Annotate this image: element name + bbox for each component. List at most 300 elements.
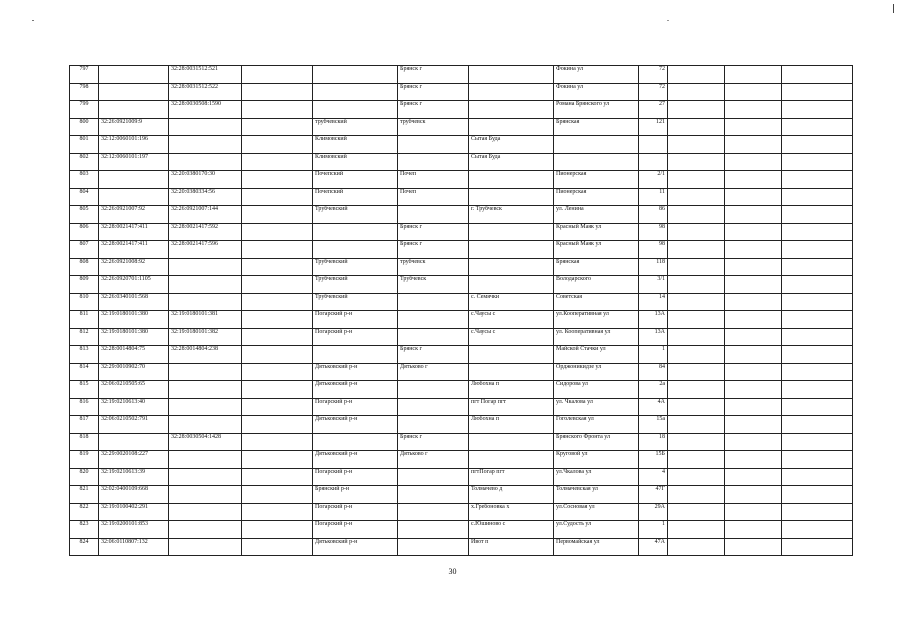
cell-city: [398, 486, 469, 504]
table-row: [70, 381, 853, 399]
page-edge-mark: [893, 4, 894, 13]
cell-extra-column-2: [725, 188, 782, 206]
cell-district: Трубчевский: [313, 276, 398, 294]
cell-street: ул.Кооперативная ул: [554, 311, 639, 329]
cell-extra-column-1: [668, 328, 725, 346]
cell-house-number: 15а: [639, 416, 668, 434]
cell-extra-column-3: [782, 346, 853, 364]
cell-extra-column-1: [668, 223, 725, 241]
cell-cadastral-number-land: 32:28:0014804:75: [99, 346, 169, 364]
cell-extra-column-2: [725, 311, 782, 329]
table-row: [70, 503, 853, 521]
table-row: [70, 416, 853, 434]
cell-empty-column: [242, 503, 313, 521]
cell-house-number: 11: [639, 188, 668, 206]
cell-street: ул.Сосновая ул: [554, 503, 639, 521]
cell-street: Володарского: [554, 276, 639, 294]
cell-district: Брянский р-н: [313, 486, 398, 504]
cell-settlement: с.Чаусы с: [469, 328, 554, 346]
cell-cadastral-number-land: 32:02:0400109:668: [99, 486, 169, 504]
cell-extra-column-2: [725, 398, 782, 416]
cell-row-number: 802: [70, 153, 99, 171]
cell-extra-column-3: [782, 206, 853, 224]
cell-district: Почепский: [313, 188, 398, 206]
cell-house-number: 118: [639, 258, 668, 276]
cell-row-number: 810: [70, 293, 99, 311]
cell-district: [313, 83, 398, 101]
cell-extra-column-2: [725, 451, 782, 469]
cell-empty-column: [242, 118, 313, 136]
cell-cadastral-number-land: 32:19:0210613:40: [99, 398, 169, 416]
cell-street: Первомайская ул: [554, 538, 639, 556]
cell-row-number: 797: [70, 66, 99, 84]
cell-house-number: 72: [639, 83, 668, 101]
cell-extra-column-3: [782, 223, 853, 241]
cell-settlement: [469, 66, 554, 84]
cell-street: Пионерская: [554, 171, 639, 189]
cell-street: Красный Маяк ул: [554, 223, 639, 241]
cell-cadastral-number-land: 32:19:0180101:380: [99, 328, 169, 346]
cell-cadastral-number-building: [169, 153, 242, 171]
cell-cadastral-number-land: 32:26:0921007:92: [99, 206, 169, 224]
table-row: [70, 398, 853, 416]
table-row: [70, 521, 853, 539]
cell-extra-column-3: [782, 538, 853, 556]
cell-settlement: Ивот п: [469, 538, 554, 556]
cell-extra-column-1: [668, 206, 725, 224]
table-row: [70, 66, 853, 84]
cell-settlement: Любохна п: [469, 416, 554, 434]
cell-extra-column-3: [782, 328, 853, 346]
cell-row-number: 822: [70, 503, 99, 521]
cell-settlement: [469, 118, 554, 136]
cell-cadastral-number-building: 32:20:0380334:56: [169, 188, 242, 206]
cell-extra-column-1: [668, 276, 725, 294]
cell-extra-column-3: [782, 66, 853, 84]
cell-house-number: 13А: [639, 328, 668, 346]
cell-cadastral-number-building: [169, 118, 242, 136]
cell-extra-column-1: [668, 398, 725, 416]
cell-district: Трубчевский: [313, 206, 398, 224]
cell-cadastral-number-land: [99, 171, 169, 189]
cell-cadastral-number-land: 32:06:0210502:791: [99, 416, 169, 434]
cell-empty-column: [242, 433, 313, 451]
cell-cadastral-number-land: 32:12:0060101:196: [99, 136, 169, 154]
cell-city: трубчевск: [398, 118, 469, 136]
cell-district: Погарский р-н: [313, 328, 398, 346]
cell-cadastral-number-land: 32:28:0021417:411: [99, 223, 169, 241]
table-row: [70, 206, 853, 224]
cell-empty-column: [242, 223, 313, 241]
cell-extra-column-3: [782, 503, 853, 521]
cell-row-number: 819: [70, 451, 99, 469]
cell-house-number: 14: [639, 293, 668, 311]
cell-cadastral-number-building: 32:19:0180101:381: [169, 311, 242, 329]
cell-street: Сидорова ул: [554, 381, 639, 399]
cell-extra-column-1: [668, 118, 725, 136]
cell-extra-column-3: [782, 363, 853, 381]
cell-street: Брянская: [554, 118, 639, 136]
cell-city: Брянск г: [398, 346, 469, 364]
cell-city: [398, 468, 469, 486]
cell-cadastral-number-building: [169, 486, 242, 504]
cell-street: ул. Чкалова ул: [554, 398, 639, 416]
cell-cadastral-number-land: [99, 83, 169, 101]
property-registry-table: [69, 65, 853, 556]
cell-cadastral-number-building: 32:28:0031512:522: [169, 83, 242, 101]
cell-city: Трубчевск: [398, 276, 469, 294]
cell-city: трубчевск: [398, 258, 469, 276]
cell-house-number: 1: [639, 346, 668, 364]
cell-extra-column-1: [668, 66, 725, 84]
table-row: [70, 188, 853, 206]
table-row: [70, 171, 853, 189]
cell-extra-column-1: [668, 258, 725, 276]
cell-extra-column-3: [782, 398, 853, 416]
cell-street: Майской Стачки ул: [554, 346, 639, 364]
cell-cadastral-number-building: [169, 416, 242, 434]
cell-extra-column-1: [668, 538, 725, 556]
cell-house-number: [639, 136, 668, 154]
cell-district: [313, 66, 398, 84]
cell-extra-column-3: [782, 433, 853, 451]
cell-city: [398, 503, 469, 521]
cell-row-number: 804: [70, 188, 99, 206]
cell-house-number: 4: [639, 468, 668, 486]
cell-extra-column-2: [725, 433, 782, 451]
cell-settlement: Сытая Буда: [469, 136, 554, 154]
cell-empty-column: [242, 66, 313, 84]
cell-empty-column: [242, 521, 313, 539]
cell-house-number: 47Г: [639, 486, 668, 504]
cell-city: Почеп: [398, 188, 469, 206]
cell-extra-column-3: [782, 276, 853, 294]
table-row: [70, 328, 853, 346]
cell-street: Орджоникидзе ул: [554, 363, 639, 381]
cell-extra-column-1: [668, 241, 725, 259]
cell-district: Дятьковский р-н: [313, 381, 398, 399]
cell-extra-column-1: [668, 363, 725, 381]
cell-extra-column-1: [668, 416, 725, 434]
cell-settlement: пгт Погар пгт: [469, 398, 554, 416]
cell-extra-column-2: [725, 136, 782, 154]
cell-extra-column-2: [725, 101, 782, 119]
cell-street: [554, 136, 639, 154]
cell-extra-column-1: [668, 468, 725, 486]
cell-empty-column: [242, 101, 313, 119]
cell-empty-column: [242, 153, 313, 171]
cell-house-number: 121: [639, 118, 668, 136]
cell-street: Фокина ул: [554, 83, 639, 101]
cell-district: Дятьковский р-н: [313, 538, 398, 556]
cell-extra-column-3: [782, 101, 853, 119]
cell-row-number: 815: [70, 381, 99, 399]
cell-row-number: 824: [70, 538, 99, 556]
cell-extra-column-3: [782, 381, 853, 399]
cell-house-number: 13А: [639, 311, 668, 329]
cell-extra-column-3: [782, 153, 853, 171]
cell-house-number: 15Б: [639, 451, 668, 469]
table-row: [70, 223, 853, 241]
cell-row-number: 814: [70, 363, 99, 381]
cell-street: ул.Судость ул: [554, 521, 639, 539]
cell-city: Брянск г: [398, 66, 469, 84]
cell-cadastral-number-building: 32:28:0030504:1428: [169, 433, 242, 451]
table-row: [70, 136, 853, 154]
cell-cadastral-number-building: 32:28:0030508:1590: [169, 101, 242, 119]
cell-extra-column-3: [782, 293, 853, 311]
table-row: [70, 538, 853, 556]
cell-extra-column-3: [782, 486, 853, 504]
table-row: [70, 451, 853, 469]
cell-city: [398, 293, 469, 311]
cell-city: [398, 416, 469, 434]
cell-settlement: [469, 451, 554, 469]
cell-settlement: пгтПогар пгт: [469, 468, 554, 486]
cell-district: Погарский р-н: [313, 311, 398, 329]
cell-district: Трубчевский: [313, 258, 398, 276]
cell-cadastral-number-land: 32:19:0210613:39: [99, 468, 169, 486]
cell-settlement: с.Юшиново с: [469, 521, 554, 539]
cell-settlement: [469, 433, 554, 451]
cell-extra-column-2: [725, 206, 782, 224]
cell-settlement: [469, 188, 554, 206]
cell-empty-column: [242, 258, 313, 276]
cell-settlement: с. Семячки: [469, 293, 554, 311]
cell-district: Почепский: [313, 171, 398, 189]
cell-city: [398, 521, 469, 539]
cell-street: [554, 153, 639, 171]
cell-cadastral-number-building: [169, 293, 242, 311]
cell-extra-column-3: [782, 136, 853, 154]
cell-district: Дятьковский р-н: [313, 363, 398, 381]
cell-cadastral-number-land: [99, 188, 169, 206]
cell-settlement: Толмачево д: [469, 486, 554, 504]
cell-settlement: Сытая Буда: [469, 153, 554, 171]
cell-city: Брянск г: [398, 223, 469, 241]
cell-extra-column-2: [725, 66, 782, 84]
cell-district: Климовский: [313, 153, 398, 171]
cell-cadastral-number-land: 32:19:0100402:291: [99, 503, 169, 521]
cell-empty-column: [242, 206, 313, 224]
cell-row-number: 811: [70, 311, 99, 329]
table-row: [70, 241, 853, 259]
cell-row-number: 813: [70, 346, 99, 364]
cell-city: Брянск г: [398, 433, 469, 451]
cell-cadastral-number-building: [169, 468, 242, 486]
cell-cadastral-number-building: [169, 381, 242, 399]
cell-street: Толмачевская ул: [554, 486, 639, 504]
cell-extra-column-1: [668, 486, 725, 504]
cell-cadastral-number-building: 32:28:0031512:521: [169, 66, 242, 84]
cell-city: [398, 206, 469, 224]
cell-house-number: 2/1: [639, 171, 668, 189]
table-row: [70, 468, 853, 486]
cell-row-number: 809: [70, 276, 99, 294]
cell-settlement: х.Гребоновка х: [469, 503, 554, 521]
cell-city: [398, 381, 469, 399]
table-row: [70, 276, 853, 294]
cell-cadastral-number-building: [169, 258, 242, 276]
cell-extra-column-3: [782, 188, 853, 206]
cell-cadastral-number-building: 32:19:0180101:382: [169, 328, 242, 346]
cell-street: ул. Ленина: [554, 206, 639, 224]
cell-row-number: 805: [70, 206, 99, 224]
cell-extra-column-1: [668, 153, 725, 171]
cell-city: Дятьково г: [398, 451, 469, 469]
cell-empty-column: [242, 363, 313, 381]
table-row: [70, 293, 853, 311]
cell-row-number: 798: [70, 83, 99, 101]
cell-extra-column-3: [782, 83, 853, 101]
cell-empty-column: [242, 486, 313, 504]
cell-cadastral-number-building: [169, 521, 242, 539]
cell-house-number: 84: [639, 363, 668, 381]
cell-city: Брянск г: [398, 101, 469, 119]
cell-row-number: 816: [70, 398, 99, 416]
cell-cadastral-number-building: [169, 451, 242, 469]
cell-district: [313, 241, 398, 259]
cell-cadastral-number-building: [169, 363, 242, 381]
cell-settlement: [469, 101, 554, 119]
cell-cadastral-number-land: 32:12:0060101:197: [99, 153, 169, 171]
cell-empty-column: [242, 416, 313, 434]
cell-cadastral-number-land: 32:26:0920701:1105: [99, 276, 169, 294]
scan-speck: [32, 20, 34, 21]
cell-extra-column-1: [668, 503, 725, 521]
cell-empty-column: [242, 468, 313, 486]
cell-row-number: 799: [70, 101, 99, 119]
cell-district: трубчевский: [313, 118, 398, 136]
cell-row-number: 801: [70, 136, 99, 154]
table-row: [70, 311, 853, 329]
cell-extra-column-3: [782, 416, 853, 434]
cell-row-number: 818: [70, 433, 99, 451]
cell-house-number: [639, 153, 668, 171]
table-row: [70, 258, 853, 276]
cell-cadastral-number-building: 32:28:0021417:596: [169, 241, 242, 259]
cell-cadastral-number-building: 32:26:0921007:144: [169, 206, 242, 224]
cell-row-number: 823: [70, 521, 99, 539]
cell-cadastral-number-land: 32:06:0110807:132: [99, 538, 169, 556]
cell-extra-column-2: [725, 363, 782, 381]
cell-extra-column-1: [668, 293, 725, 311]
table-row: [70, 83, 853, 101]
cell-empty-column: [242, 188, 313, 206]
cell-extra-column-1: [668, 311, 725, 329]
cell-empty-column: [242, 311, 313, 329]
cell-extra-column-1: [668, 381, 725, 399]
cell-extra-column-2: [725, 293, 782, 311]
cell-extra-column-2: [725, 416, 782, 434]
cell-house-number: 3/1: [639, 276, 668, 294]
cell-house-number: 47А: [639, 538, 668, 556]
cell-empty-column: [242, 276, 313, 294]
cell-cadastral-number-land: 32:19:0180101:380: [99, 311, 169, 329]
cell-extra-column-3: [782, 241, 853, 259]
cell-extra-column-3: [782, 171, 853, 189]
cell-extra-column-3: [782, 468, 853, 486]
cell-cadastral-number-land: 32:28:0021417:411: [99, 241, 169, 259]
cell-row-number: 812: [70, 328, 99, 346]
cell-district: Дятьковский р-н: [313, 416, 398, 434]
cell-house-number: 4А: [639, 398, 668, 416]
cell-extra-column-1: [668, 433, 725, 451]
cell-extra-column-2: [725, 503, 782, 521]
cell-house-number: 86: [639, 206, 668, 224]
cell-extra-column-2: [725, 381, 782, 399]
cell-street: Советская: [554, 293, 639, 311]
cell-city: [398, 328, 469, 346]
scan-speck: [667, 20, 669, 21]
cell-extra-column-1: [668, 188, 725, 206]
cell-extra-column-1: [668, 101, 725, 119]
cell-empty-column: [242, 398, 313, 416]
cell-cadastral-number-land: 32:26:0921009:9: [99, 118, 169, 136]
cell-house-number: 29А: [639, 503, 668, 521]
cell-street: Брянского Фронта ул: [554, 433, 639, 451]
cell-street: Круговой ул: [554, 451, 639, 469]
cell-row-number: 817: [70, 416, 99, 434]
cell-district: Климовский: [313, 136, 398, 154]
cell-extra-column-1: [668, 171, 725, 189]
cell-district: Дятьковский р-н: [313, 451, 398, 469]
cell-extra-column-2: [725, 118, 782, 136]
table-row: [70, 153, 853, 171]
cell-city: [398, 153, 469, 171]
cell-empty-column: [242, 451, 313, 469]
cell-extra-column-2: [725, 153, 782, 171]
cell-street: Красный Маяк ул: [554, 241, 639, 259]
cell-row-number: 806: [70, 223, 99, 241]
cell-extra-column-1: [668, 346, 725, 364]
cell-extra-column-2: [725, 223, 782, 241]
cell-city: [398, 311, 469, 329]
cell-extra-column-1: [668, 83, 725, 101]
cell-extra-column-2: [725, 171, 782, 189]
cell-street: Романа Брянского ул: [554, 101, 639, 119]
cell-city: Почеп: [398, 171, 469, 189]
cell-extra-column-3: [782, 311, 853, 329]
cell-cadastral-number-building: 32:20:0380170:30: [169, 171, 242, 189]
cell-house-number: 2а: [639, 381, 668, 399]
cell-district: Трубчевский: [313, 293, 398, 311]
cell-district: [313, 101, 398, 119]
cell-settlement: г. Трубчевск: [469, 206, 554, 224]
cell-city: [398, 398, 469, 416]
cell-street: Брянская: [554, 258, 639, 276]
cell-house-number: 18: [639, 433, 668, 451]
cell-extra-column-3: [782, 451, 853, 469]
cell-settlement: [469, 171, 554, 189]
cell-district: Погарский р-н: [313, 521, 398, 539]
cell-district: [313, 433, 398, 451]
cell-city: Дятьково г: [398, 363, 469, 381]
cell-extra-column-2: [725, 241, 782, 259]
cell-empty-column: [242, 328, 313, 346]
cell-cadastral-number-building: [169, 398, 242, 416]
registry-rows: [70, 66, 853, 556]
cell-cadastral-number-building: [169, 276, 242, 294]
cell-settlement: [469, 241, 554, 259]
cell-row-number: 820: [70, 468, 99, 486]
cell-empty-column: [242, 293, 313, 311]
cell-cadastral-number-land: 32:26:0921008:92: [99, 258, 169, 276]
cell-empty-column: [242, 346, 313, 364]
cell-house-number: 98: [639, 241, 668, 259]
cell-street: ул. Кооперативная ул: [554, 328, 639, 346]
cell-cadastral-number-land: 32:29:0010902:70: [99, 363, 169, 381]
